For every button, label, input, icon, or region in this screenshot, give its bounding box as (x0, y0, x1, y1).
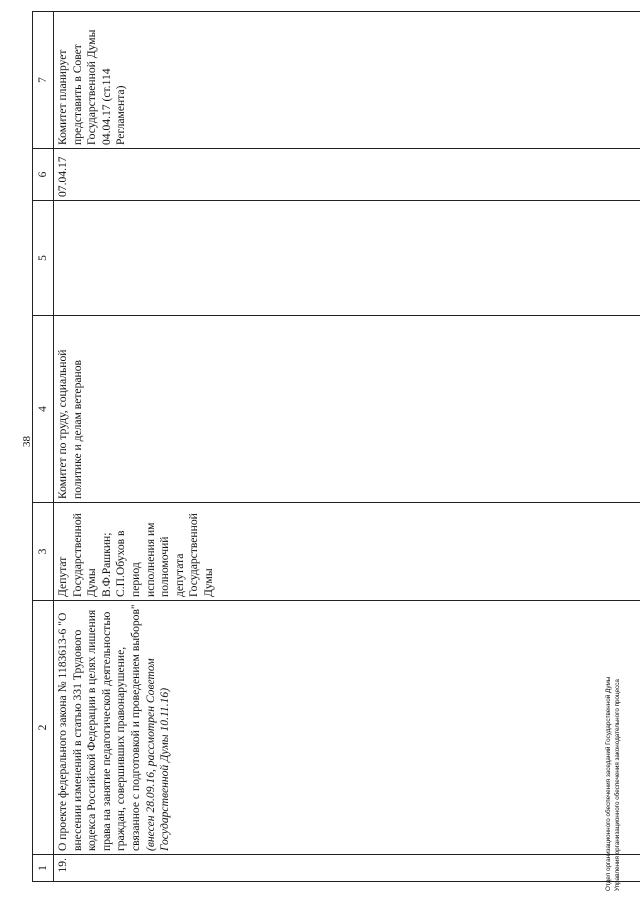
column-5-cell (54, 201, 640, 316)
table-row (54, 12, 640, 882)
initiator-cell: Депутат Государственной Думы В.Ф.Рашкин; С.П.Обухов в период исполнения им полномочий депутата Государственной Думы (54, 503, 640, 601)
header-cell-7: 7 (33, 12, 54, 149)
row-number: 19. (54, 855, 640, 882)
header-cell-1: 1 (33, 855, 54, 882)
bill-title: О проекте федерального закона № 1183613-6 "О внесении изменений в статью 331 Трудового кодекса Российской Федерации в целях лишения права на занятие педагогической деятельностью граждан, совершивших правонарушение, связанное с подготовкой и проведением выборов" (56, 604, 142, 851)
footer-line-2: Управления организационного обеспечения законодательного процесса (614, 679, 621, 891)
header-cell-5: 5 (33, 201, 54, 316)
header-cell-4: 4 (33, 316, 54, 503)
header-cell-2: 2 (33, 601, 54, 855)
bills-table (32, 11, 640, 882)
header-cell-6: 6 (33, 149, 54, 201)
date-cell: 07.04.17 (54, 149, 640, 201)
rotated-table-container (32, 12, 640, 882)
footer-line-1: Отдел организационного обеспечения заседаний Государственной Думы (605, 676, 612, 891)
bill-title-cell (54, 601, 640, 855)
status-cell: Комитет планирует представить в Совет Государственной Думы 04.04.17 (ст.114 Регламента) (54, 12, 640, 149)
header-cell-3: 3 (33, 503, 54, 601)
committee-cell: Комитет по труду, социальной политике и делам ветеранов (54, 316, 640, 503)
page-number: 38 (21, 436, 33, 447)
header-row (33, 12, 54, 882)
bill-note: (внесен 28.09.16, рассмотрен Советом Государственной Думы 10.11.16) (143, 658, 172, 851)
footer (604, 601, 622, 891)
